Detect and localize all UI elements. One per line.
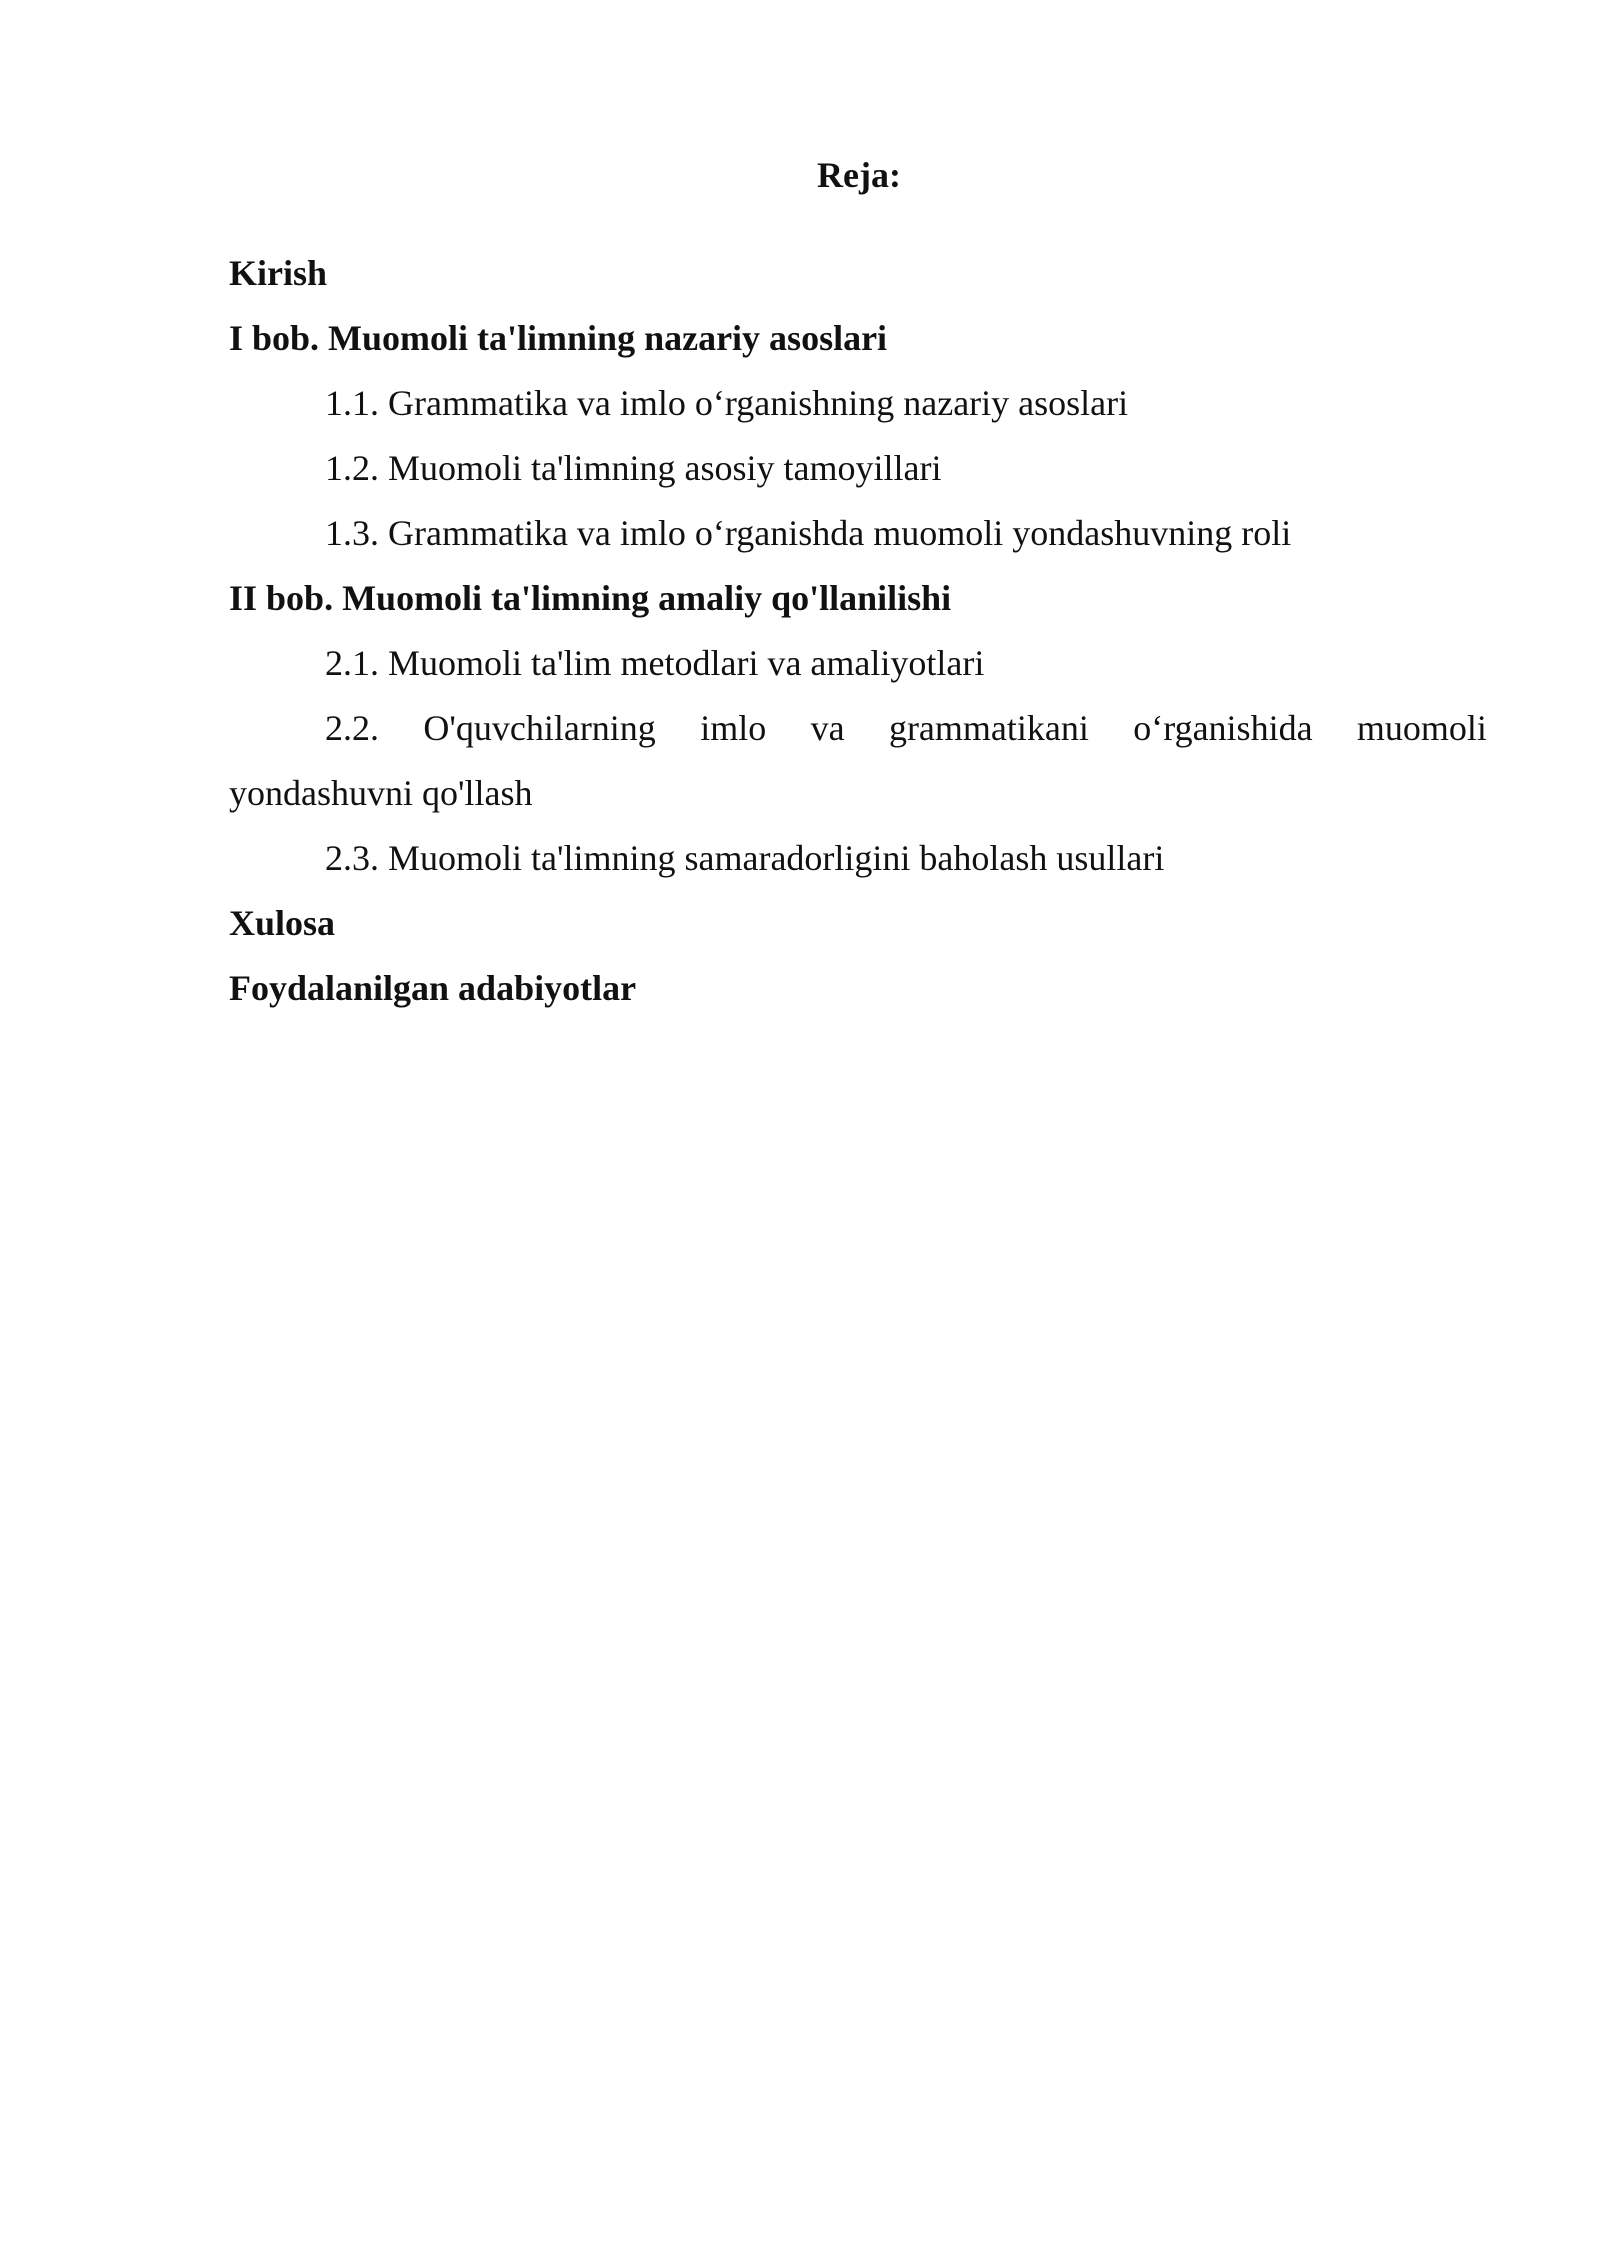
toc-section-2-2-continuation: yondashuvni qo'llash [229,773,533,813]
toc-references: Foydalanilgan adabiyotlar [229,968,637,1008]
toc-word: O'quvchilarning [423,708,656,748]
toc-conclusion: Xulosa [229,903,336,943]
toc-word: imlo [700,708,767,748]
toc-intro: Kirish [229,253,328,293]
toc-section-2-3: 2.3. Muomoli ta'limning samaradorligini baholash usullari [325,838,1165,878]
toc-section-2-1: 2.1. Muomoli ta'lim metodlari va amaliyotlari [325,643,985,683]
toc-word: 2.2. [325,708,379,748]
table-of-contents [229,248,1487,1028]
page-title: Reja: [817,155,901,195]
toc-word: o‘rganishida [1133,708,1313,748]
toc-chapter-2: II bob. Muomoli ta'limning amaliy qo'llanilishi [229,578,952,618]
toc-word: muomoli [1356,708,1487,748]
toc-section-1-3: 1.3. Grammatika va imlo o‘rganishda muomoli yondashuvning roli [325,513,1292,553]
toc-chapter-1: I bob. Muomoli ta'limning nazariy asoslari [229,318,888,358]
toc-section-1-2: 1.2. Muomoli ta'limning asosiy tamoyillari [325,448,942,488]
toc-word: grammatikani [888,708,1089,748]
toc-section-1-1: 1.1. Grammatika va imlo o‘rganishning nazariy asoslari [325,383,1129,423]
toc-section-2-2-line-1 [229,703,1487,753]
toc-section-2-2 [229,703,1487,768]
toc-word: va [810,708,845,748]
